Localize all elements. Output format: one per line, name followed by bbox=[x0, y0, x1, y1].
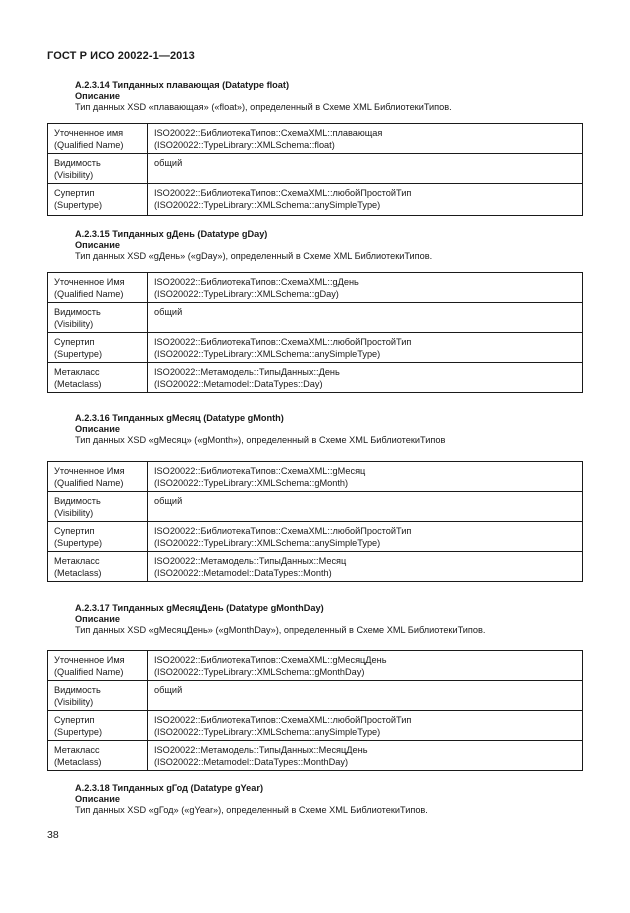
table-value-cell: ISO20022::БиблиотекаТипов::СхемаXML::любойПростойТип (ISO20022::TypeLibrary::XMLSchema::anySimpleType) bbox=[148, 333, 583, 363]
table-value-cell: общий bbox=[148, 154, 583, 184]
section-a-2-3-16 bbox=[47, 413, 583, 582]
description-heading: Описание bbox=[75, 91, 120, 101]
page-number: 38 bbox=[47, 829, 59, 841]
table-key-cell: Уточненное Имя (Qualified Name) bbox=[48, 462, 148, 492]
table-row bbox=[48, 651, 583, 681]
table-row bbox=[48, 273, 583, 303]
attributes-table bbox=[47, 461, 583, 582]
document-header: ГОСТ Р ИСО 20022-1—2013 bbox=[47, 50, 195, 62]
table-row bbox=[48, 522, 583, 552]
table-key-cell: Метакласс (Metaclass) bbox=[48, 552, 148, 582]
table-value-cell: общий bbox=[148, 492, 583, 522]
table-key-cell: Супертип (Supertype) bbox=[48, 711, 148, 741]
table-value-cell: ISO20022::БиблиотекаТипов::СхемаXML::плавающая (ISO20022::TypeLibrary::XMLSchema::float) bbox=[148, 124, 583, 154]
table-row bbox=[48, 681, 583, 711]
description-heading: Описание bbox=[75, 424, 120, 434]
table-value-cell: ISO20022::БиблиотекаТипов::СхемаXML::любойПростойТип (ISO20022::TypeLibrary::XMLSchema::anySimpleType) bbox=[148, 711, 583, 741]
table-key-cell: Супертип (Supertype) bbox=[48, 333, 148, 363]
table-key-cell: Метакласс (Metaclass) bbox=[48, 363, 148, 393]
section-a-2-3-14 bbox=[47, 80, 583, 216]
section-description: Тип данных XSD «gГод» («gYear»), определенный в Схеме XML БиблиотекиТипов. bbox=[75, 805, 428, 815]
description-heading: Описание bbox=[75, 794, 120, 804]
table-key-cell: Уточненное Имя (Qualified Name) bbox=[48, 651, 148, 681]
table-value-cell: общий bbox=[148, 303, 583, 333]
section-description: Тип данных XSD «плавающая» («float»), определенный в Схеме XML БиблиотекиТипов. bbox=[75, 102, 452, 112]
table-key-cell: Супертип (Supertype) bbox=[48, 184, 148, 216]
section-title: А.2.3.16 Типданных gМесяц (Datatype gMonth) bbox=[75, 413, 284, 423]
table-value-cell: ISO20022::БиблиотекаТипов::СхемаXML::любойПростойТип (ISO20022::TypeLibrary::XMLSchema::anySimpleType) bbox=[148, 522, 583, 552]
table-key-cell: Видимость (Visibility) bbox=[48, 492, 148, 522]
table-row bbox=[48, 363, 583, 393]
table-row bbox=[48, 492, 583, 522]
table-row bbox=[48, 552, 583, 582]
section-title: А.2.3.14 Типданных плавающая (Datatype float) bbox=[75, 80, 290, 90]
section-title: А.2.3.15 Типданных gДень (Datatype gDay) bbox=[75, 229, 268, 239]
table-key-cell: Уточненное имя (Qualified Name) bbox=[48, 124, 148, 154]
section-a-2-3-15 bbox=[47, 229, 583, 393]
description-heading: Описание bbox=[75, 240, 120, 250]
section-description: Тип данных XSD «gМесяцДень» («gMonthDay»), определенный в Схеме XML БиблиотекиТипов. bbox=[75, 625, 486, 635]
section-a-2-3-18 bbox=[47, 783, 583, 816]
table-value-cell: ISO20022::Метамодель::ТипыДанных::Месяц (ISO20022::Metamodel::DataTypes::Month) bbox=[148, 552, 583, 582]
description-heading: Описание bbox=[75, 614, 120, 624]
table-value-cell: ISO20022::БиблиотекаТипов::СхемаXML::любойПростойТип (ISO20022::TypeLibrary::XMLSchema::anySimpleType) bbox=[148, 184, 583, 216]
table-row bbox=[48, 154, 583, 184]
section-description: Тип данных XSD «gМесяц» («gMonth»), определенный в Схеме XML БиблиотекиТипов bbox=[75, 435, 446, 445]
table-row bbox=[48, 184, 583, 216]
attributes-table bbox=[47, 123, 583, 216]
table-key-cell: Супертип (Supertype) bbox=[48, 522, 148, 552]
table-key-cell: Метакласс (Metaclass) bbox=[48, 741, 148, 771]
table-value-cell: ISO20022::БиблиотекаТипов::СхемаXML::gМесяцДень (ISO20022::TypeLibrary::XMLSchema::gMonthDay) bbox=[148, 651, 583, 681]
table-value-cell: ISO20022::БиблиотекаТипов::СхемаXML::gДень (ISO20022::TypeLibrary::XMLSchema::gDay) bbox=[148, 273, 583, 303]
table-key-cell: Видимость (Visibility) bbox=[48, 681, 148, 711]
attributes-table bbox=[47, 272, 583, 393]
section-a-2-3-17 bbox=[47, 603, 583, 771]
table-row bbox=[48, 462, 583, 492]
table-value-cell: ISO20022::Метамодель::ТипыДанных::День (ISO20022::Metamodel::DataTypes::Day) bbox=[148, 363, 583, 393]
table-row bbox=[48, 303, 583, 333]
table-key-cell: Видимость (Visibility) bbox=[48, 154, 148, 184]
table-key-cell: Видимость (Visibility) bbox=[48, 303, 148, 333]
section-title: А.2.3.17 Типданных gМесяцДень (Datatype gMonthDay) bbox=[75, 603, 324, 613]
table-value-cell: ISO20022::БиблиотекаТипов::СхемаXML::gМесяц (ISO20022::TypeLibrary::XMLSchema::gMonth) bbox=[148, 462, 583, 492]
section-description: Тип данных XSD «gДень» («gDay»), определенный в Схеме XML БиблиотекиТипов. bbox=[75, 251, 433, 261]
table-value-cell: общий bbox=[148, 681, 583, 711]
table-row bbox=[48, 711, 583, 741]
table-key-cell: Уточненное Имя (Qualified Name) bbox=[48, 273, 148, 303]
section-title: А.2.3.18 Типданных gГод (Datatype gYear) bbox=[75, 783, 264, 793]
table-value-cell: ISO20022::Метамодель::ТипыДанных::МесяцДень (ISO20022::Metamodel::DataTypes::MonthDay) bbox=[148, 741, 583, 771]
attributes-table bbox=[47, 650, 583, 771]
table-row bbox=[48, 124, 583, 154]
table-row bbox=[48, 333, 583, 363]
table-row bbox=[48, 741, 583, 771]
